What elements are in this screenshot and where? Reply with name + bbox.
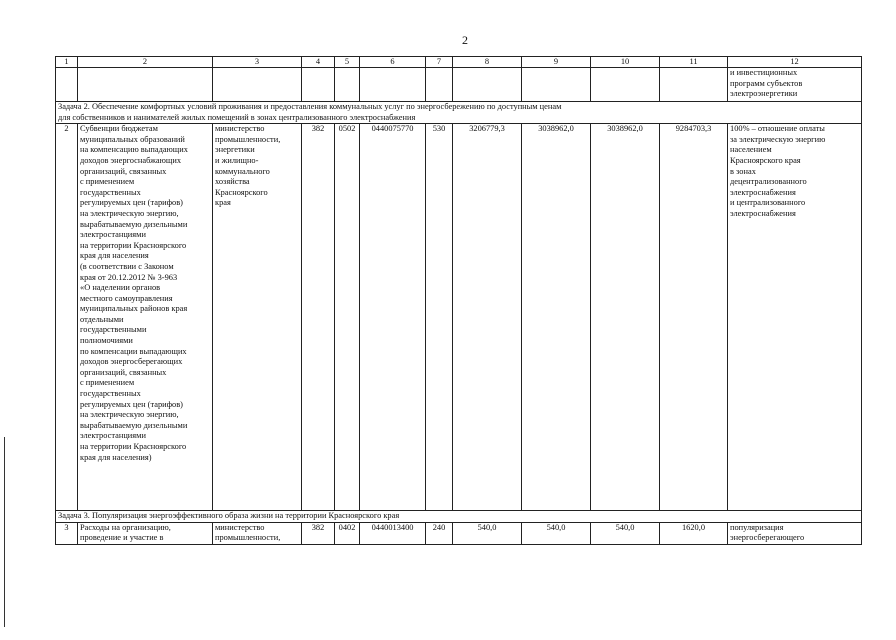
header-cell: 4 <box>302 57 335 68</box>
amount-year-1: 540,0 <box>453 522 522 544</box>
header-cell: 3 <box>213 57 302 68</box>
target-article-code: 0440013400 <box>360 522 426 544</box>
row-number: 2 <box>56 124 78 511</box>
section-code: 0502 <box>335 124 360 511</box>
row-number: 3 <box>56 522 78 544</box>
task-row <box>56 102 862 124</box>
table-cell <box>360 68 426 102</box>
expense-type-code: 530 <box>426 124 453 511</box>
table-row <box>56 124 862 511</box>
table-row <box>56 522 862 544</box>
administrator: министерство промышленности, <box>213 522 302 544</box>
grbs-code: 382 <box>302 124 335 511</box>
amount-total: 9284703,3 <box>660 124 728 511</box>
table-cell <box>302 68 335 102</box>
measure-name: Расходы на организацию, проведение и участие в <box>78 522 213 544</box>
header-cell: 11 <box>660 57 728 68</box>
header-cell: 7 <box>426 57 453 68</box>
table-cell <box>453 68 522 102</box>
header-cell: 9 <box>522 57 591 68</box>
table-cell <box>522 68 591 102</box>
indicator-cell: и инвестиционных программ субъектов электроэнергетики <box>728 68 862 102</box>
section-code: 0402 <box>335 522 360 544</box>
header-cell: 6 <box>360 57 426 68</box>
amount-year-2: 3038962,0 <box>522 124 591 511</box>
header-cell: 8 <box>453 57 522 68</box>
budget-table <box>55 56 862 545</box>
table-cell <box>78 68 213 102</box>
administrator: министерство промышленности, энергетики и жилищно- коммунального хозяйства Красноярского края <box>213 124 302 511</box>
measure-name: Субвенции бюджетам муниципальных образований на компенсацию выпадающих доходов энергоснабжающих организаций, связанных с применением государственных регулируемых цен (тарифов) на электрическую энергию, вырабатываемую дизельными электростанциями на территории Красноярского края для населения (в соответствии с Законом края от 20.12.2012 № 3-963 «О наделении органов местного самоуправления муниципальных районов края отдельными государственными полномочиями по компенсации выпадающих доходов энергосберегающих организаций, связанных с применением государственных регулируемых цен (тарифов) на электрическую энергию, вырабатываемую дизельными электростанциями на территории Красноярского края для населения) <box>78 124 213 511</box>
table-cell <box>426 68 453 102</box>
amount-total: 1620,0 <box>660 522 728 544</box>
amount-year-3: 540,0 <box>591 522 660 544</box>
header-row <box>56 57 862 68</box>
header-cell: 2 <box>78 57 213 68</box>
scan-edge-line <box>4 437 5 627</box>
table-cell <box>56 68 78 102</box>
page-number: 2 <box>462 33 468 47</box>
header-cell: 1 <box>56 57 78 68</box>
expense-type-code: 240 <box>426 522 453 544</box>
amount-year-3: 3038962,0 <box>591 124 660 511</box>
task-row <box>56 511 862 523</box>
header-cell: 5 <box>335 57 360 68</box>
task-3-heading: Задача 3. Популяризация энергоэффективного образа жизни на территории Красноярского края <box>56 511 862 523</box>
table-cell <box>591 68 660 102</box>
table-cell <box>213 68 302 102</box>
task-2-heading: Задача 2. Обеспечение комфортных условий проживания и предоставления коммунальных услуг по энергосбережению по доступным ценам для собственников и нанимателей жилых помещений в зонах централизованного электроснабжения <box>56 102 862 124</box>
expected-result: популяризация энергосберегающего <box>728 522 862 544</box>
continuation-row <box>56 68 862 102</box>
header-cell: 10 <box>591 57 660 68</box>
expected-result: 100% – отношение оплаты за электрическую энергию населением Красноярского края в зонах децентрализованного электроснабжения и централизованного электроснабжения <box>728 124 862 511</box>
header-cell: 12 <box>728 57 862 68</box>
grbs-code: 382 <box>302 522 335 544</box>
table-cell <box>335 68 360 102</box>
amount-year-2: 540,0 <box>522 522 591 544</box>
amount-year-1: 3206779,3 <box>453 124 522 511</box>
target-article-code: 0440075770 <box>360 124 426 511</box>
table-cell <box>660 68 728 102</box>
